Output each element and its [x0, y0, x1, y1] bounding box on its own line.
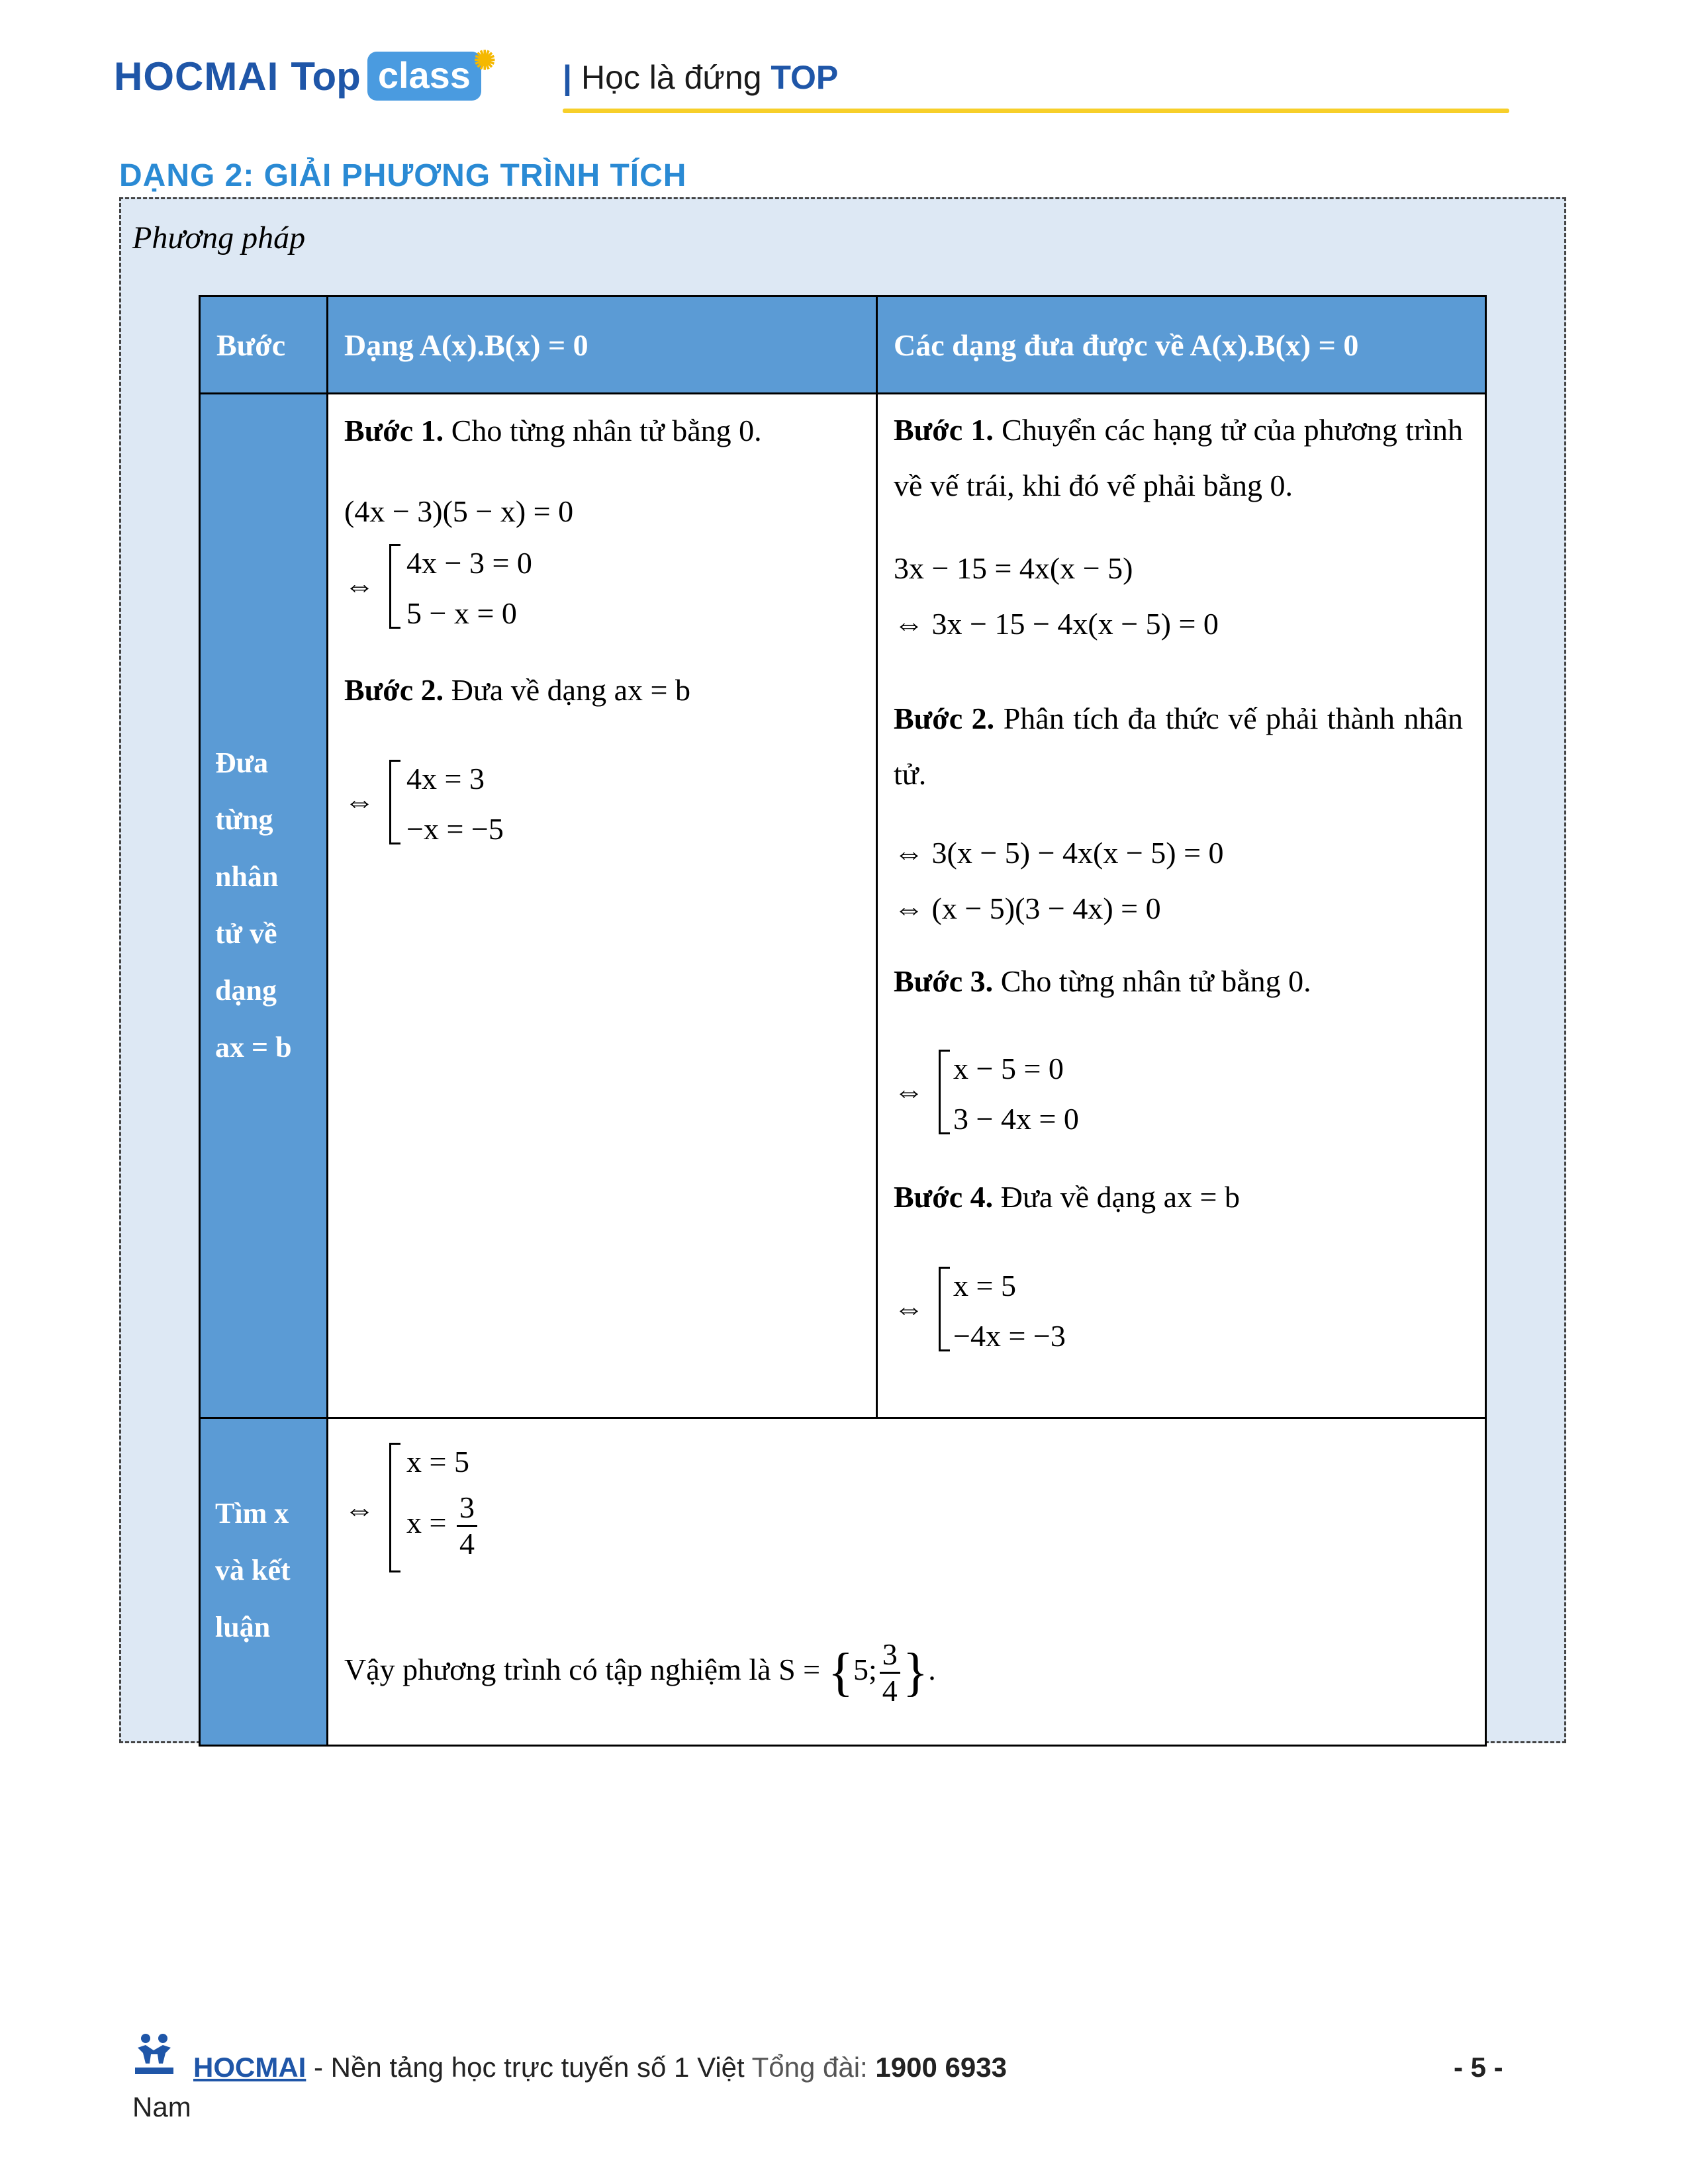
col-b-sys3-a: x − 5 = 0 [953, 1052, 1064, 1085]
col-b-step1-text: Chuyển các hạng tử của phương trình về vế trái, khi đó vế phải bằng 0. [894, 413, 1463, 502]
col-a-step2-bold: Bước 2. [344, 673, 444, 707]
header-cell-step [199, 295, 328, 394]
footer-phone-label: Tổng đài: [751, 2052, 876, 2083]
equiv-icon: ⇔ [894, 1291, 924, 1325]
row1-convertible-cell [876, 392, 1487, 1419]
header-step-text: Bước [216, 328, 286, 362]
row1-label-cell [199, 392, 328, 1419]
row1-label-line: từng [215, 803, 273, 836]
left-brace-icon: { [827, 1643, 853, 1702]
row1-form-cell [326, 392, 878, 1419]
col-b-step2-text: Phân tích đa thức vế phải thành nhân tử. [894, 702, 1463, 791]
row2-set-lhs: S = [778, 1653, 821, 1687]
row2-label-line: luận [215, 1611, 271, 1643]
col-a-step1 [344, 413, 762, 448]
row1-label-line: Đưa [215, 747, 269, 779]
row1-label [215, 735, 314, 1076]
footer-phone: 1900 6933 [875, 2052, 1007, 2083]
people-icon [132, 2030, 176, 2077]
col-a-step1-text: Cho từng nhân tử bằng 0. [444, 414, 762, 447]
fraction-denominator: 4 [457, 1525, 477, 1561]
system-bracket [389, 544, 400, 629]
slogan-top: TOP [771, 59, 839, 96]
system-bracket [389, 1443, 400, 1572]
slogan-separator: | [563, 59, 572, 96]
col-b-eq3: ⇔ 3(x − 5) − 4x(x − 5) = 0 [894, 836, 1224, 870]
header-cell-convertible [876, 295, 1487, 394]
row1-label-line: ax = b [215, 1031, 292, 1064]
col-a-sys1-b: 5 − x = 0 [406, 596, 517, 630]
footer-brand-link[interactable]: HOCMAI [193, 2052, 306, 2083]
logo-class-badge [367, 46, 496, 101]
system-bracket [389, 760, 400, 844]
col-b-eq1: 3x − 15 = 4x(x − 5) [894, 551, 1133, 585]
col-b-eq4: ⇔ (x − 5)(3 − 4x) = 0 [894, 891, 1161, 925]
header-cell-form [326, 295, 878, 394]
col-a-sys1-a: 4x − 3 = 0 [406, 546, 532, 580]
row2-conclusion-text: Vậy phương trình có tập nghiệm là [344, 1653, 779, 1687]
col-a-step2 [344, 672, 690, 707]
row1-label-line: tử về [215, 917, 277, 950]
row2-label-cell [199, 1417, 328, 1747]
set-fraction-numerator: 3 [882, 1637, 898, 1671]
row2-set-first: 5; [853, 1653, 877, 1687]
col-b-step4-text: Đưa về dạng ax = b [993, 1180, 1240, 1214]
slogan-text: Học là đứng [581, 59, 771, 96]
hocmai-topclass-logo [114, 46, 496, 106]
col-b-step3 [894, 964, 1311, 999]
logo-class-text: class [377, 54, 471, 96]
footer-nam: Nam [132, 2091, 191, 2122]
sun-icon: ✺ [473, 46, 496, 75]
row2-label-line: Tìm x [215, 1497, 289, 1529]
col-a-step2-text: Đưa về dạng ax = b [444, 673, 690, 707]
method-label: Phương pháp [132, 220, 306, 255]
col-a-step1-bold: Bước 1. [344, 414, 444, 447]
col-b-step1-bold: Bước 1. [894, 413, 994, 447]
col-b-step2 [894, 691, 1463, 802]
equiv-icon: ⇔ [344, 1492, 375, 1526]
section-title: DẠNG 2: GIẢI PHƯƠNG TRÌNH TÍCH [119, 158, 687, 193]
col-a-sys2-a: 4x = 3 [406, 762, 485, 796]
row2-sys-a: x = 5 [406, 1445, 469, 1479]
row1-label-line: nhân [215, 860, 279, 893]
col-b-step4-bold: Bước 4. [894, 1180, 994, 1214]
row2-sys-b-lhs: x = [406, 1506, 447, 1540]
fraction-numerator: 3 [459, 1490, 475, 1524]
page-number: - 5 - [1454, 2052, 1503, 2083]
logo-hocmai-text: HOCMAI [114, 54, 279, 99]
col-b-eq2: ⇔ 3x − 15 − 4x(x − 5) = 0 [894, 607, 1219, 641]
equiv-icon: ⇔ [894, 1074, 924, 1108]
row2-label-line: và kết [215, 1554, 291, 1586]
footer-tagline: - Nền tảng học trực tuyến số 1 Việt [306, 2052, 752, 2083]
row2-conclusion [344, 1637, 936, 1708]
footer-text [193, 2052, 1007, 2083]
col-b-sys4-b: −4x = −3 [953, 1319, 1066, 1353]
col-b-step1 [894, 402, 1463, 514]
fraction [457, 1490, 477, 1561]
system-bracket [939, 1050, 950, 1134]
col-a-eq1: (4x − 3)(5 − x) = 0 [344, 494, 574, 528]
col-b-step4 [894, 1179, 1240, 1214]
header-underline [563, 109, 1509, 113]
right-brace-icon: } [902, 1643, 929, 1702]
col-a-sys2-b: −x = −5 [406, 812, 504, 846]
col-b-step3-bold: Bước 3. [894, 964, 994, 998]
row2-result-cell [326, 1417, 1487, 1747]
col-b-sys4-a: x = 5 [953, 1269, 1016, 1302]
header-slogan [563, 58, 838, 97]
row1-label-line: dạng [215, 974, 277, 1007]
set-fraction-denominator: 4 [880, 1672, 900, 1708]
row2-label [215, 1485, 314, 1656]
method-table [199, 295, 1487, 1738]
col-b-step3-text: Cho từng nhân tử bằng 0. [993, 964, 1311, 998]
col-b-step2-bold: Bước 2. [894, 702, 995, 735]
set-fraction [880, 1637, 900, 1708]
equiv-icon: ⇔ [344, 569, 375, 602]
row2-sys-b [406, 1490, 480, 1561]
hocmai-footer-logo [132, 2030, 176, 2077]
header-convertible-text: Các dạng đưa được về A(x).B(x) = 0 [894, 328, 1359, 362]
logo-top-text: Top [291, 54, 361, 99]
row2-set-end: . [928, 1653, 936, 1687]
system-bracket [939, 1267, 950, 1351]
header-form-text: Dạng A(x).B(x) = 0 [344, 328, 588, 362]
col-b-sys3-b: 3 − 4x = 0 [953, 1102, 1079, 1136]
equiv-icon: ⇔ [344, 784, 375, 818]
